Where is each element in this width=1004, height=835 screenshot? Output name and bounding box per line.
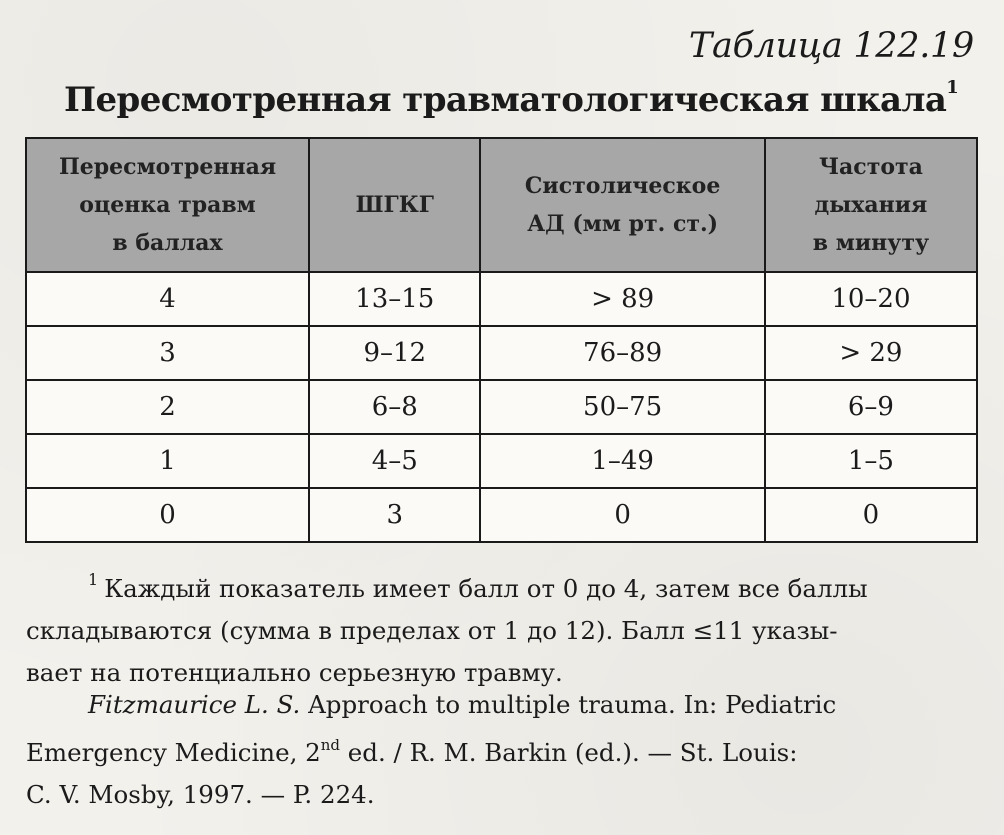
table-row (26, 488, 977, 542)
reference-line-1 (26, 684, 981, 726)
table-row (26, 326, 977, 380)
header-resp-rate (765, 138, 977, 272)
header-score-line-3: в баллах (112, 230, 223, 256)
source-reference (26, 684, 981, 816)
table-row (26, 272, 977, 326)
table-row (26, 380, 977, 434)
cell-systolic-bp: 1–49 (480, 434, 764, 488)
cell-gcs: 6–8 (309, 380, 480, 434)
header-score-line-1: Пересмотренная (59, 154, 277, 180)
reference-author: Fitzmaurice L. S. (88, 690, 301, 719)
trauma-score-table (25, 137, 978, 543)
table-title (64, 76, 959, 120)
header-gcs (309, 138, 480, 272)
cell-resp-rate: 6–9 (765, 380, 977, 434)
footnote-text-1: Каждый показатель имеет балл от 0 до 4, затем все баллы (104, 574, 868, 604)
table-number-label: Таблица 122.19 (688, 26, 974, 66)
header-rr-line-1: Частота (818, 154, 923, 180)
table-footnote (26, 562, 981, 694)
table-header-row (26, 138, 977, 272)
header-score-line-2: оценка травм (79, 192, 256, 218)
cell-gcs: 13–15 (309, 272, 480, 326)
cell-score: 1 (26, 434, 309, 488)
footnote-mark: 1 (88, 570, 99, 589)
reference-edition-sup: nd (320, 736, 341, 754)
cell-score: 2 (26, 380, 309, 434)
cell-gcs: 9–12 (309, 326, 480, 380)
cell-resp-rate: 1–5 (765, 434, 977, 488)
footnote-line-1 (26, 562, 981, 610)
header-bp-line-2: АД (мм рт. ст.) (527, 211, 719, 237)
footnote-line-3: вает на потенциально серьезную травму. (26, 658, 563, 688)
cell-resp-rate: 0 (765, 488, 977, 542)
cell-gcs: 3 (309, 488, 480, 542)
cell-resp-rate: 10–20 (765, 272, 977, 326)
header-rr-line-3: в минуту (812, 230, 930, 256)
cell-systolic-bp: 0 (480, 488, 764, 542)
cell-systolic-bp: > 89 (480, 272, 764, 326)
header-bp-line-1: Систолическое (524, 173, 721, 199)
cell-systolic-bp: 50–75 (480, 380, 764, 434)
cell-score: 4 (26, 272, 309, 326)
table-title-text: Пересмотренная травматологическая шкала (64, 80, 947, 120)
cell-gcs: 4–5 (309, 434, 480, 488)
cell-score: 0 (26, 488, 309, 542)
header-gcs-line-1: ШГКГ (355, 192, 434, 218)
cell-score: 3 (26, 326, 309, 380)
header-rr-line-2: дыхания (814, 192, 928, 218)
header-score (26, 138, 309, 272)
title-footnote-mark: 1 (946, 76, 959, 98)
reference-line-2-a: Emergency Medicine, 2 (26, 738, 321, 768)
reference-line-2-b: ed. / R. M. Barkin (ed.). — St. Louis: (340, 738, 798, 768)
reference-line-2 (26, 726, 981, 774)
table-row (26, 434, 977, 488)
cell-resp-rate: > 29 (765, 326, 977, 380)
header-systolic-bp (480, 138, 764, 272)
cell-systolic-bp: 76–89 (480, 326, 764, 380)
reference-line-3: C. V. Mosby, 1997. — P. 224. (26, 780, 375, 810)
footnote-line-2: складываются (сумма в пределах от 1 до 12). Балл ≤11 указы- (26, 616, 838, 646)
reference-line-1-rest: Approach to multiple trauma. In: Pediatric (300, 690, 837, 719)
